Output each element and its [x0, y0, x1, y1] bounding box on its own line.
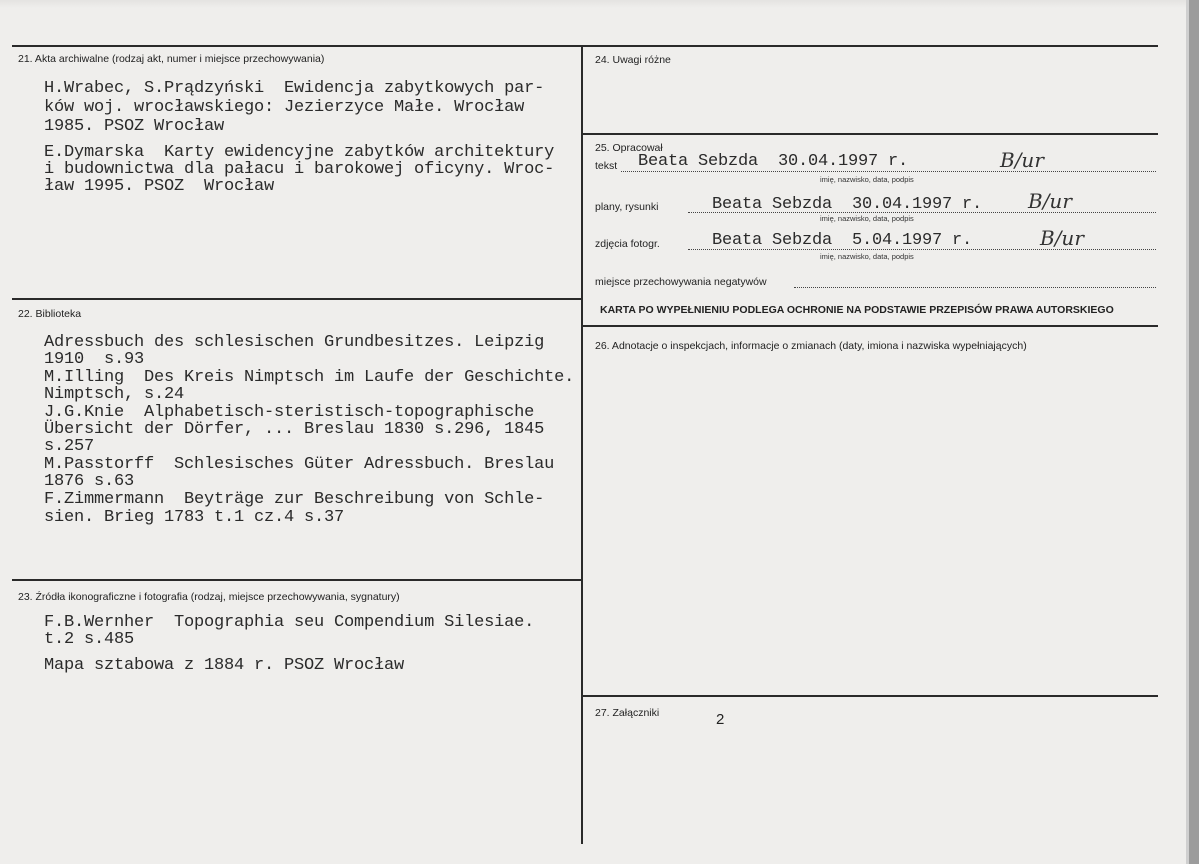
s22-line-10: F.Zimmermann Beyträge zur Beschreibung von Schle-	[44, 490, 545, 509]
section-23-label: 23. Źródła ikonograficzne i fotografia (rodzaj, miejsce przechowywania, sygnatury)	[18, 591, 400, 603]
drawings-author-signature: B/ur	[1028, 189, 1072, 213]
section-22-label: 22. Biblioteka	[18, 308, 82, 320]
drawings-author-label: plany, rysunki	[595, 201, 659, 213]
s21-line-4: E.Dymarska Karty ewidencyjne zabytków architektury	[44, 143, 555, 162]
rule-26-27	[582, 695, 1158, 697]
s21-line-3: 1985. PSOZ Wrocław	[44, 117, 225, 136]
s22-line-11: sien. Brieg 1783 t.1 cz.4 s.37	[44, 508, 345, 527]
text-author-label: tekst	[595, 160, 618, 172]
s22-line-8: M.Passtorff Schlesisches Güter Adressbuch. Breslau	[44, 455, 555, 474]
photos-author-caption: imię, nazwisko, data, podpis	[820, 252, 914, 261]
rule-24-25	[582, 133, 1158, 135]
s22-line-4: Nimptsch, s.24	[44, 385, 185, 404]
s22-line-1: Adressbuch des schlesischen Grundbesitzes. Leipzig	[44, 333, 545, 352]
s22-line-3: M.Illing Des Kreis Nimptsch im Laufe der Geschichte.	[44, 368, 575, 387]
negatives-location-line	[794, 287, 1156, 288]
section-27-label: 27. Załączniki	[595, 707, 660, 719]
center-divider	[581, 45, 583, 844]
copyright-notice: KARTA PO WYPEŁNIENIU PODLEGA OCHRONIE NA PODSTAWIE PRZEPISÓW PRAWA AUTORSKIEGO	[600, 304, 1114, 316]
photos-author-label: zdjęcia fotogr.	[595, 238, 660, 250]
drawings-author-value: Beata Sebzda 30.04.1997 r.	[712, 195, 983, 214]
section-25-label: 25. Opracował	[595, 142, 663, 154]
photos-author-signature: B/ur	[1040, 226, 1084, 250]
s21-line-2: ków woj. wrocławskiego: Jezierzyce Małe. Wrocław	[44, 98, 525, 117]
top-rule	[12, 45, 1158, 47]
drawings-author-caption: imię, nazwisko, data, podpis	[820, 214, 914, 223]
section-24-label: 24. Uwagi różne	[595, 54, 671, 66]
page-right-edge-highlight	[1186, 0, 1189, 864]
text-author-line	[621, 171, 1156, 172]
negatives-location-label: miejsce przechowywania negatywów	[595, 276, 767, 288]
text-author-caption: imię, nazwisko, data, podpis	[820, 175, 914, 184]
s23-line-1: F.B.Wernher Topographia seu Compendium Silesiae.	[44, 613, 535, 632]
rule-21-22	[12, 298, 582, 300]
attachments-count: 2	[716, 711, 725, 728]
text-author-value: Beata Sebzda 30.04.1997 r.	[638, 152, 909, 171]
photos-author-value: Beata Sebzda 5.04.1997 r.	[712, 231, 973, 250]
text-author-signature: B/ur	[1000, 148, 1044, 172]
s22-line-5: J.G.Knie Alphabetisch-steristisch-topographische	[44, 403, 535, 422]
section-21-label: 21. Akta archiwalne (rodzaj akt, numer i miejsce przechowywania)	[18, 53, 325, 65]
s21-line-6: ław 1995. PSOZ Wrocław	[44, 177, 275, 196]
rule-22-23	[12, 579, 582, 581]
page-top-edge	[0, 0, 1199, 8]
s22-line-9: 1876 s.63	[44, 472, 135, 491]
s21-line-5: i budownictwa dla pałacu i barokowej oficyny. Wroc-	[44, 160, 555, 179]
s23-line-2: t.2 s.485	[44, 630, 135, 649]
s22-line-7: s.257	[44, 437, 95, 456]
section-26-label: 26. Adnotacje o inspekcjach, informacje o zmianach (daty, imiona i nazwiska wypełniających)	[595, 340, 1027, 352]
s23-line-3: Mapa sztabowa z 1884 r. PSOZ Wrocław	[44, 656, 405, 675]
s22-line-6: Übersicht der Dörfer, ... Breslau 1830 s.296, 1845	[44, 420, 545, 439]
rule-25-26	[582, 325, 1158, 327]
s22-line-2: 1910 s.93	[44, 350, 145, 369]
s21-line-1: H.Wrabec, S.Prądzyński Ewidencja zabytkowych par-	[44, 79, 545, 98]
